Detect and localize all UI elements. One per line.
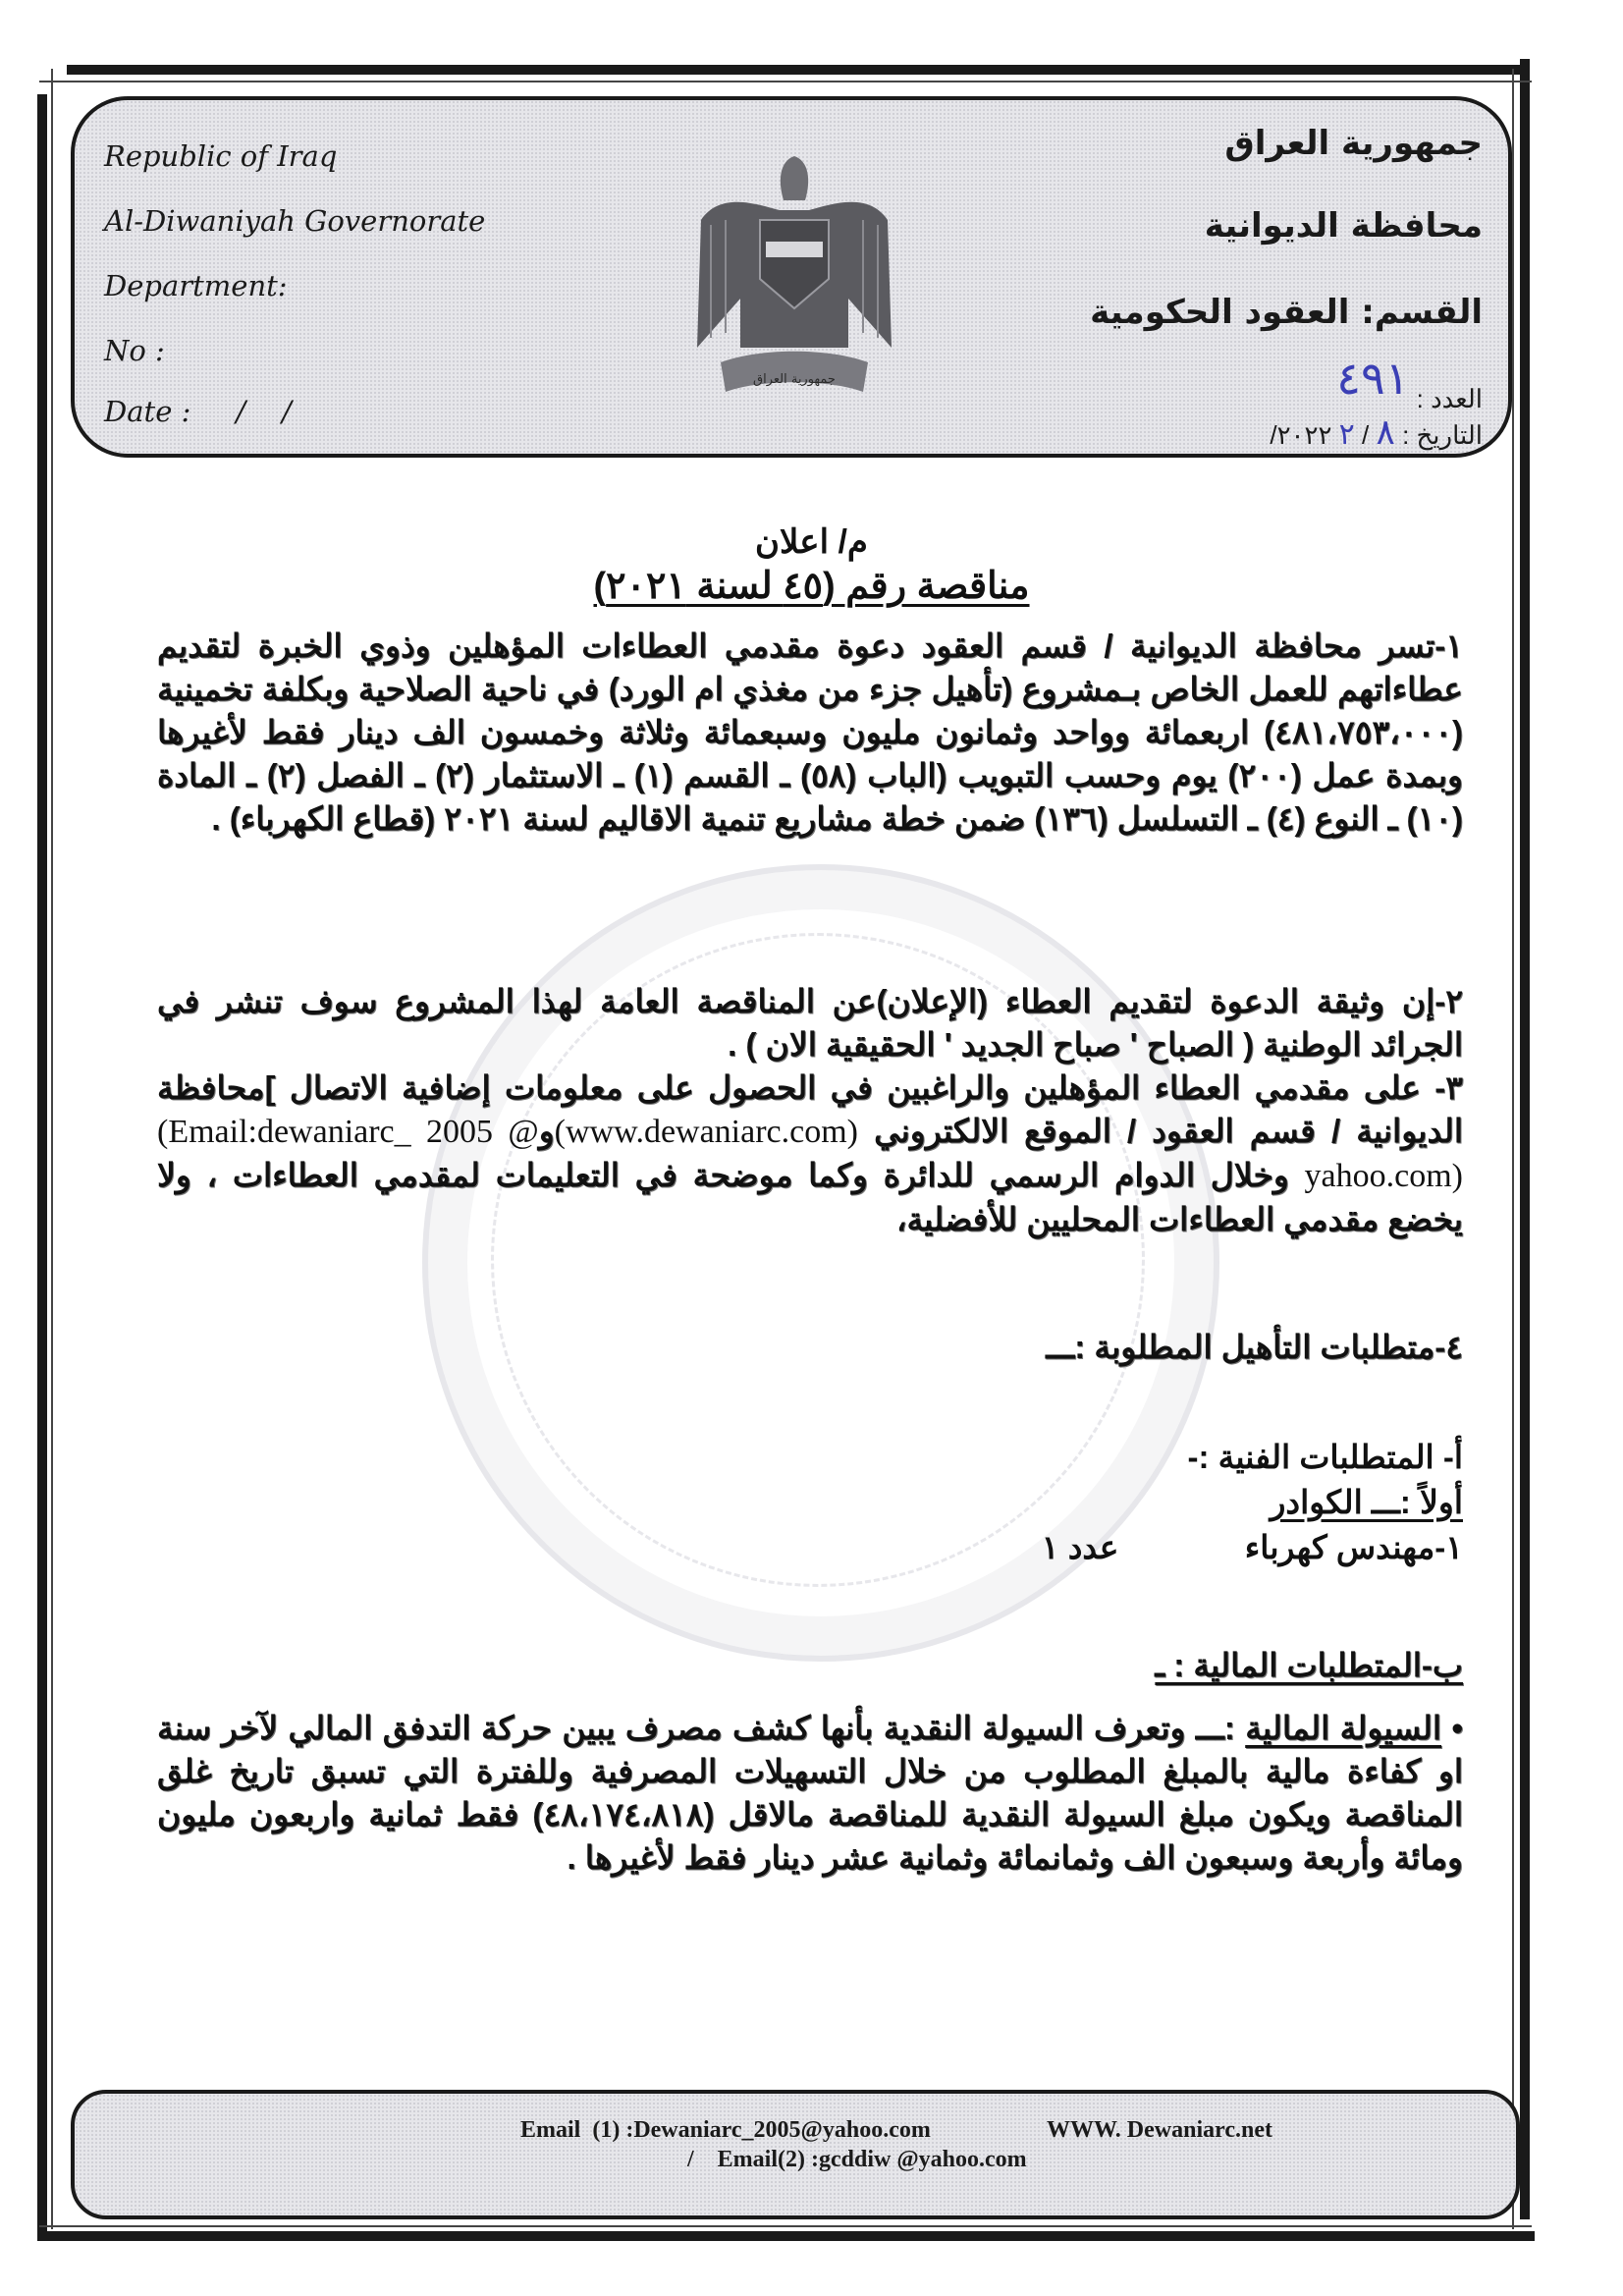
paragraph-3 bbox=[157, 1066, 1463, 1241]
announcement-subject: م/ اعلان bbox=[755, 523, 868, 561]
tender-title bbox=[0, 564, 1623, 608]
header-ar-date: التاريخ : ٨ / ٢ ٢٠٢٢/ bbox=[1270, 412, 1483, 453]
paragraph-4-heading: ٤-متطلبات التأهيل المطلوبة :ـــ bbox=[1046, 1329, 1463, 1365]
technical-requirements-heading: أ- المتطلبات الفنية :- bbox=[1187, 1439, 1463, 1475]
bullet-icon: • bbox=[1451, 1710, 1463, 1746]
date-month-handwritten: ٢ bbox=[1338, 417, 1355, 452]
page-border-bottom bbox=[37, 2231, 1535, 2241]
newspapers-list: ( الصباح ' صباح الجديد ' الحقيقية الان ) bbox=[745, 1026, 1255, 1063]
paragraph-1 bbox=[157, 625, 1463, 841]
liquidity-text: :ـــ وتعرف السيولة النقدية بأنها كشف مصرف يبين حركة التدفق المالي لآخر سنة او كفاءة مالية بالمبلغ المطلوب من خلال التسهيلات المصرفية وللفترة التي تسبق تاريخ غلق المناقصة ويكون مبلغ السيولة النقدية للمناقصة مالاقل (٤٨،١٧٤،٨١٨) فقط ثمانية واربعون مليون ومائة وأربعة وسبعون الف وثمانمائة وثمانية عشر دينار فقط لأغيرها . bbox=[157, 1710, 1463, 1876]
p2-end: . bbox=[728, 1026, 746, 1063]
header-en-department: Department: bbox=[104, 269, 288, 302]
footer-email-1[interactable]: Email (1) :Dewaniarc_2005@yahoo.com bbox=[520, 2117, 931, 2143]
svg-text:جمهورية العراق: جمهورية العراق bbox=[753, 372, 836, 387]
p3-and: و bbox=[538, 1113, 555, 1149]
financial-requirements-heading bbox=[157, 1644, 1463, 1687]
page-border-top bbox=[67, 65, 1530, 75]
p3-text-b: وخلال الدوام الرسمي للدائرة وكما موضحة في التعليمات لمقدمي العطاءات ، ولا يخضع مقدمي العطاءات المحليين للأفضلية، bbox=[157, 1157, 1463, 1237]
cadre-count: عدد ١ bbox=[1041, 1529, 1119, 1565]
date-year: ٢٠٢٢/ bbox=[1270, 420, 1332, 450]
p2-text-a: ٢-إن وثيقة الدعوة لتقديم العطاء bbox=[988, 983, 1464, 1019]
letterhead-header bbox=[71, 96, 1512, 458]
page-border-inner-right bbox=[1512, 69, 1514, 2229]
tender-number-heading: مناقصة رقم (٤٥ لسنة ٢٠٢١) bbox=[593, 566, 1030, 607]
header-ar-department: القسم: العقود الحكومية bbox=[1090, 293, 1483, 332]
website-link[interactable]: (www.dewaniarc.com) bbox=[554, 1114, 858, 1150]
header-ar-governorate: محافظة الديوانية bbox=[1204, 206, 1483, 246]
header-ar-republic: جمهورية العراق bbox=[1224, 124, 1483, 163]
cadres-heading-text: أولاً :ـــ الكوادر bbox=[1270, 1484, 1463, 1520]
p1-text-a: ١-تسر محافظة الديوانية / قسم العقود دعوة مقدمي العطاءات المؤهلين وذوي الخبرة لتقديم عطاءاتهم للعمل الخاص بـمشروع bbox=[157, 628, 1464, 707]
p2-text-b: عن المناقصة العامة لهذا المشروع سوف تنشر في الجرائد الوطنية bbox=[157, 983, 1463, 1063]
date-label: التاريخ : bbox=[1402, 420, 1483, 450]
financial-heading-text: ب-المتطلبات المالية : ـ bbox=[1155, 1647, 1463, 1683]
email-link[interactable]: (Email:dewaniarc_ 2005 @ yahoo.com) bbox=[157, 1114, 1463, 1194]
p1-end: . bbox=[211, 800, 230, 837]
paragraph-2 bbox=[157, 980, 1463, 1066]
header-en-date: Date : / / bbox=[104, 395, 292, 428]
sector-name: (قطاع الكهرباء) bbox=[229, 800, 436, 837]
liquidity-term: السيولة المالية bbox=[1245, 1710, 1442, 1746]
page-border-inner-top bbox=[39, 81, 1532, 82]
cadre-role: ١-مهندس كهرباء bbox=[1244, 1529, 1463, 1565]
page-border-right bbox=[1520, 59, 1530, 2219]
number-label: العدد : bbox=[1416, 384, 1483, 413]
letterhead-footer bbox=[71, 2090, 1520, 2219]
emblem-of-iraq-icon bbox=[681, 151, 907, 426]
project-name: (تأهيل جزء من مغذي ام الورد) bbox=[608, 671, 1013, 707]
cadre-item-1 bbox=[157, 1526, 1463, 1569]
page-border-left bbox=[37, 94, 47, 2235]
financial-liquidity-paragraph bbox=[157, 1707, 1463, 1880]
number-value-handwritten: ٤٩١ bbox=[1336, 352, 1410, 405]
date-day-handwritten: ٨ bbox=[1376, 412, 1395, 453]
footer-email-2[interactable]: / Email(2) :gcddiw @yahoo.com bbox=[687, 2147, 1027, 2172]
page-border-inner-left bbox=[51, 69, 53, 2229]
announcement-word: (الإعلان) bbox=[876, 983, 989, 1019]
header-en-number: No : bbox=[104, 334, 165, 367]
cadres-heading bbox=[157, 1481, 1463, 1524]
header-en-governorate: Al-Diwaniyah Governorate bbox=[104, 204, 486, 238]
header-ar-number bbox=[1336, 352, 1483, 418]
page-border-inner-bottom bbox=[39, 2225, 1532, 2227]
footer-website[interactable]: WWW. Dewaniarc.net bbox=[1047, 2117, 1272, 2143]
header-en-republic: Republic of Iraq bbox=[104, 139, 338, 173]
p1-text-b: في ناحية الصلاحية وبكلفة تخمينية (٤٨١،٧٥٣،٠٠٠) اربعمائة وواحد وثمانون مليون وسبعمائة وثلاثة وخمسون الف دينار فقط لأغيرها وبمدة عمل (٢٠٠) يوم وحسب التبويب (الباب (٥٨) ـ القسم (١) ـ الاستثمار (٢) ـ الفصل (٢) ـ المادة (١٠) ـ النوع (٤) ـ التسلسل (١٣٦) ضمن خطة مشاريع تنمية الاقاليم لسنة ٢٠٢١ bbox=[157, 671, 1463, 837]
p3-text-a: ٣- على مقدمي العطاء المؤهلين والراغبين في الحصول على معلومات إضافية الاتصال ]محافظة الديوانية / قسم العقود / الموقع الالكتروني bbox=[157, 1069, 1463, 1149]
